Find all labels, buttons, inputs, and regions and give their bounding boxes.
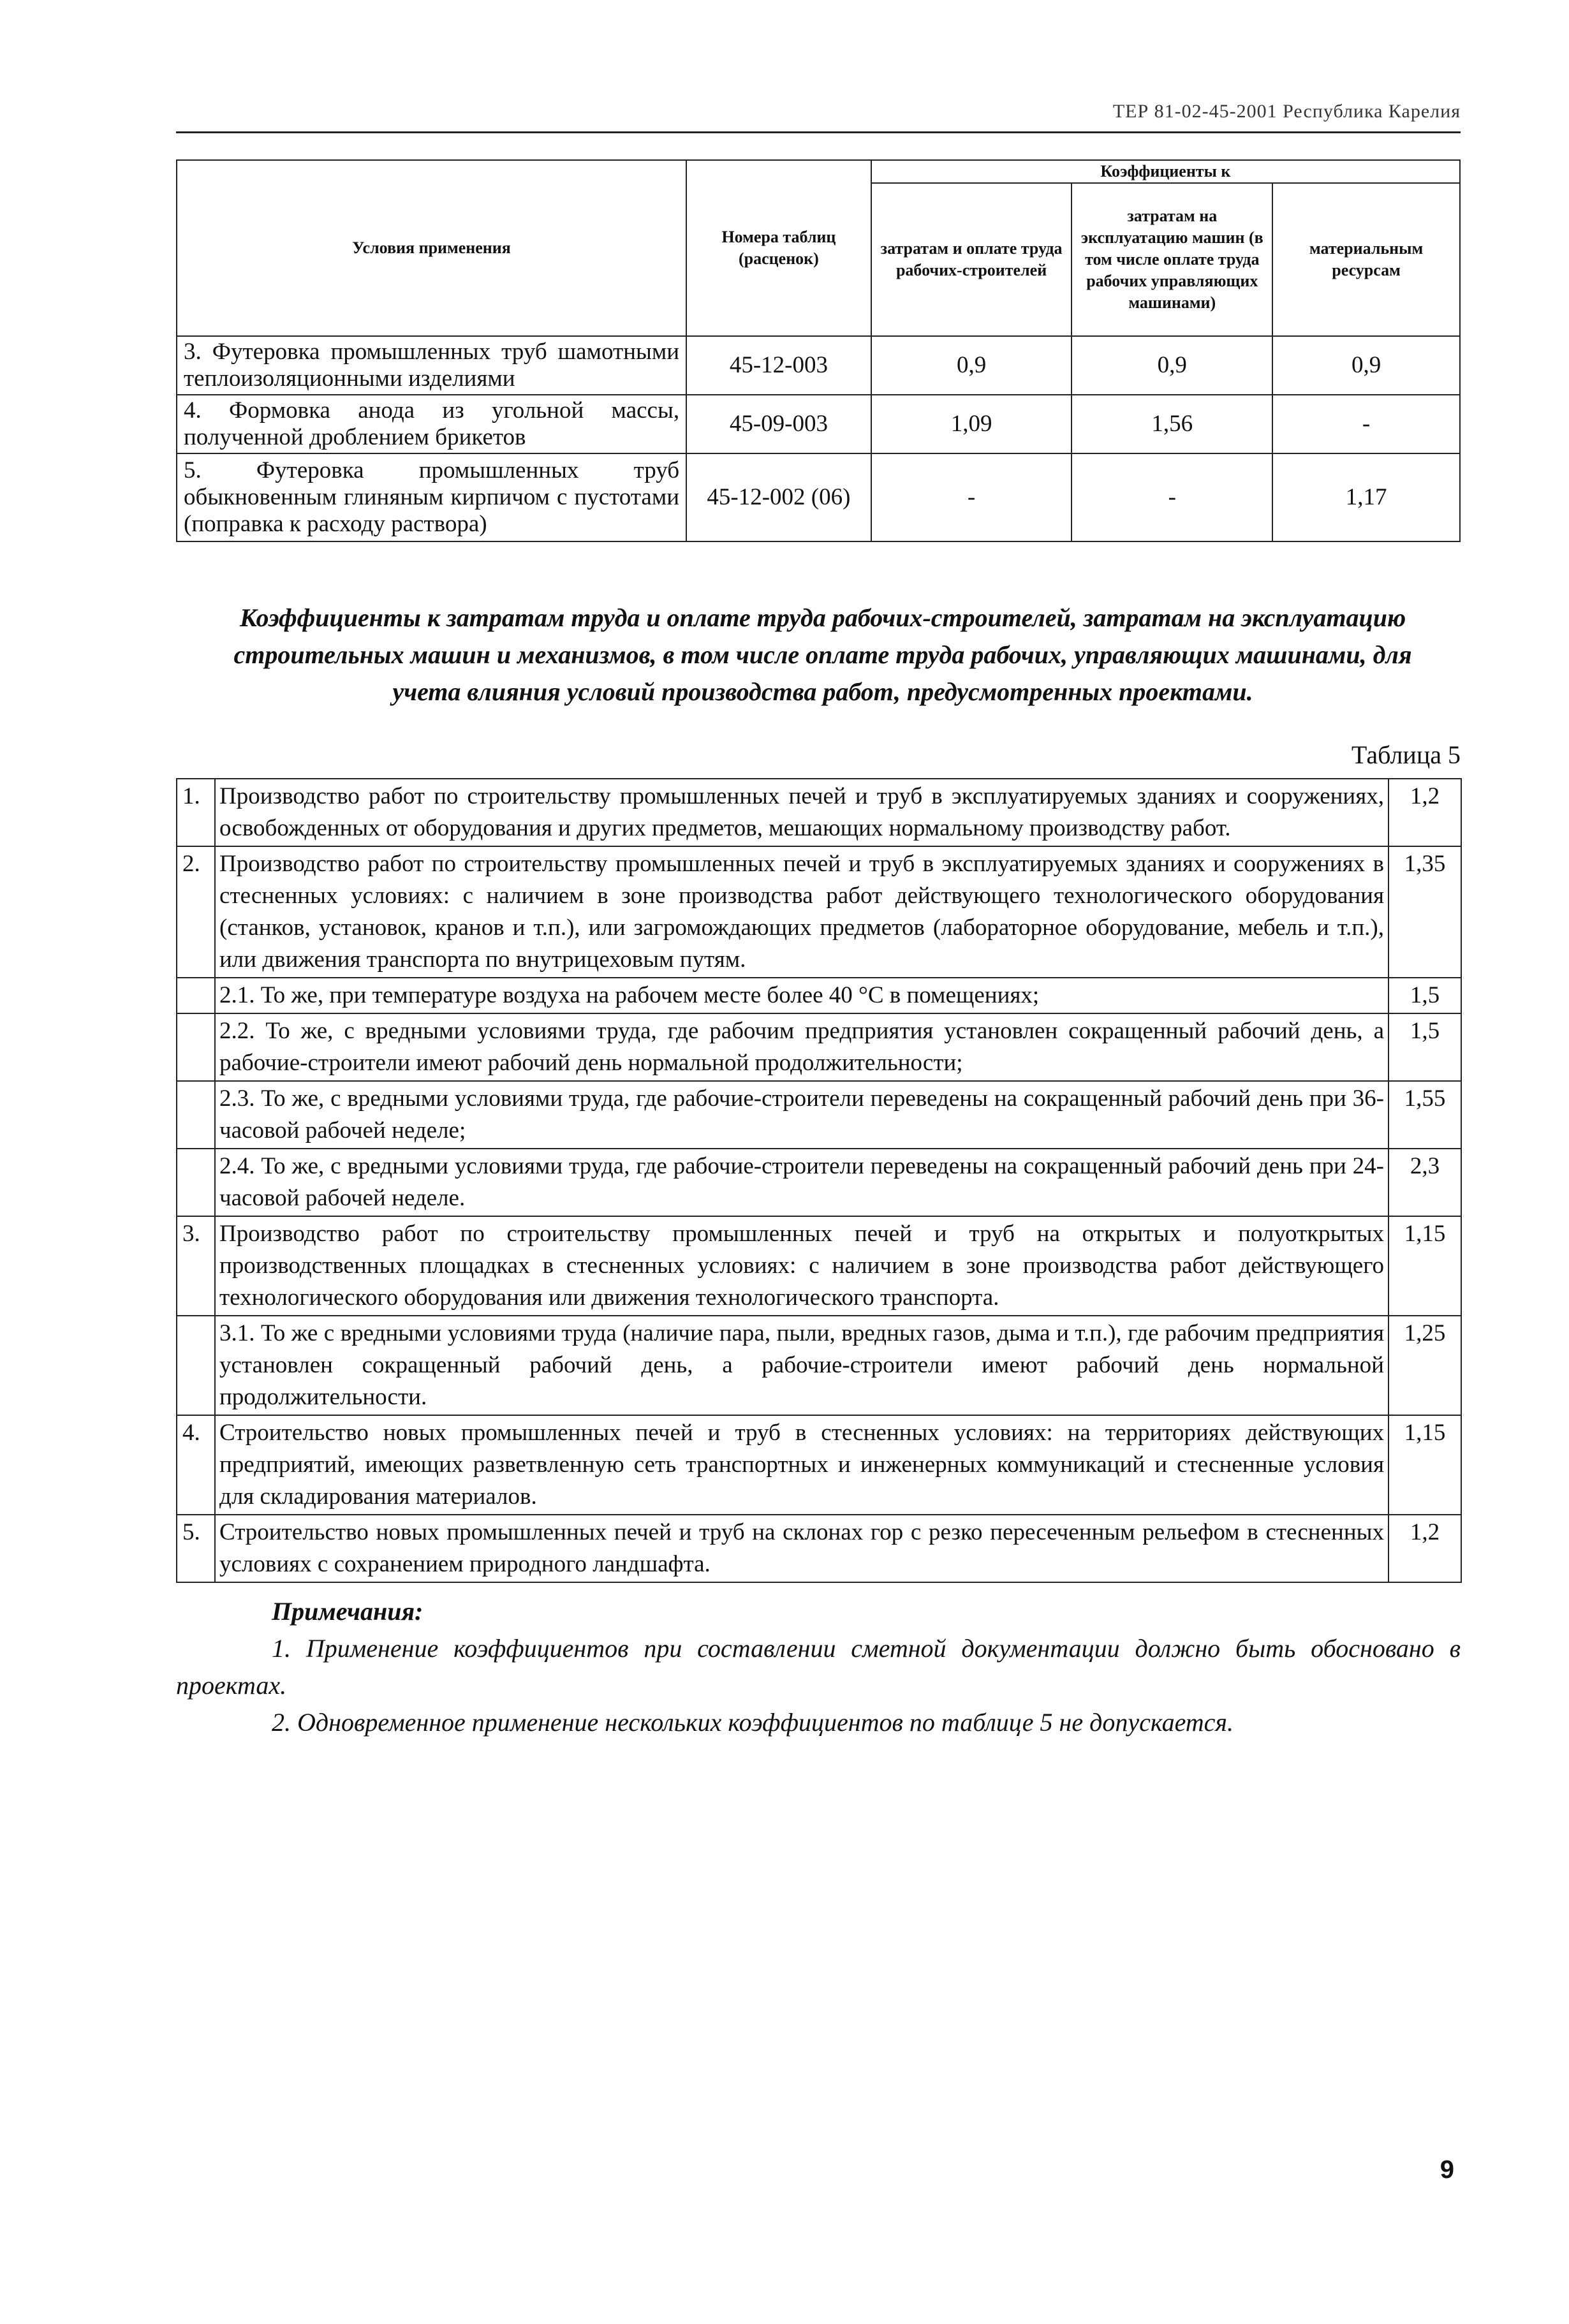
labor-coefficient-cell: 0,9	[871, 336, 1072, 395]
col-table-numbers-header: Номера таблиц (расценок)	[686, 160, 871, 336]
row-description: Строительство новых промышленных печей и труб в стесненных условиях: на территориях действующих предприятий, имеющих разветвленную сеть транспортных и инженерных коммуникаций и стесненные условия для складирования материалов.	[215, 1415, 1389, 1515]
machines-coefficient-cell: 1,56	[1072, 395, 1272, 453]
condition-cell: 5. Футеровка промышленных труб обыкновенным глиняным кирпичом с пустотами (поправка к расходу раствора)	[177, 453, 686, 541]
table-row	[177, 1415, 1461, 1515]
row-coefficient: 1,2	[1389, 1515, 1461, 1582]
row-coefficient: 1,5	[1389, 1013, 1461, 1081]
notes-section	[176, 1593, 1461, 1741]
row-description: 2.1. То же, при температуре воздуха на рабочем месте более 40 °С в помещениях;	[215, 978, 1389, 1013]
table-row	[177, 453, 1460, 541]
labor-coefficient-cell: -	[871, 453, 1072, 541]
row-number	[177, 1149, 215, 1216]
row-coefficient: 1,25	[1389, 1316, 1461, 1415]
table-row	[177, 395, 1460, 453]
col-conditions-header: Условия применения	[177, 160, 686, 336]
row-number	[177, 1081, 215, 1149]
table-row	[177, 1013, 1461, 1081]
col-labor-header: затратам и оплате труда рабочих-строителей	[871, 183, 1072, 336]
note-item: 1. Применение коэффициентов при составлении сметной документации должно быть обосновано в проектах.	[176, 1634, 1461, 1700]
row-description: 3.1. То же с вредными условиями труда (наличие пара, пыли, вредных газов, дыма и т.п.), где рабочим предприятия установлен сокращенный рабочий день, а рабочие-строители имеют рабочий день нормальной продолжительности.	[215, 1316, 1389, 1415]
col-materials-header: материальным ресурсам	[1272, 183, 1460, 336]
running-header: ТЕР 81-02-45-2001 Республика Карелия	[1112, 101, 1461, 122]
coefficients-group-header: Коэффициенты к	[871, 160, 1460, 183]
row-description: Производство работ по строительству промышленных печей и труб в эксплуатируемых зданиях и сооружениях в стесненных условиях: с наличием в зоне производства работ действующего технологического оборудования (станков, установок, кранов и т.п.), или загромождающих предметов (лабораторное оборудование, мебель и т.п.), или движения транспорта по внутрицеховым путям.	[215, 846, 1389, 978]
labor-coefficient-cell: 1,09	[871, 395, 1072, 453]
materials-coefficient-cell: -	[1272, 395, 1460, 453]
condition-cell: 4. Формовка анода из угольной массы, полученной дроблением брикетов	[177, 395, 686, 453]
table-5	[176, 778, 1462, 1583]
materials-coefficient-cell: 0,9	[1272, 336, 1460, 395]
materials-coefficient-cell: 1,17	[1272, 453, 1460, 541]
row-number: 1.	[177, 779, 215, 846]
row-description: Производство работ по строительству промышленных печей и труб на открытых и полуоткрытых производственных площадках в стесненных условиях: с наличием в зоне производства работ действующего технологического оборудования или движения технологического транспорта.	[215, 1216, 1389, 1316]
row-coefficient: 1,15	[1389, 1415, 1461, 1515]
row-coefficient: 1,35	[1389, 846, 1461, 978]
table-number-cell: 45-12-003	[686, 336, 871, 395]
row-coefficient: 1,15	[1389, 1216, 1461, 1316]
machines-coefficient-cell: -	[1072, 453, 1272, 541]
machines-coefficient-cell: 0,9	[1072, 336, 1272, 395]
table-row	[177, 336, 1460, 395]
row-coefficient: 1,5	[1389, 978, 1461, 1013]
row-number	[177, 1316, 215, 1415]
table-row	[177, 846, 1461, 978]
row-description: Строительство новых промышленных печей и труб на склонах гор с резко пересеченным рельефом в стесненных условиях с сохранением природного ландшафта.	[215, 1515, 1389, 1582]
coefficients-table-top	[176, 159, 1461, 542]
row-description: 2.2. То же, с вредными условиями труда, где рабочим предприятия установлен сокращенный рабочий день, а рабочие-строители имеют рабочий день нормальной продолжительности;	[215, 1013, 1389, 1081]
table-label: Таблица 5	[1351, 740, 1461, 769]
table-row	[177, 978, 1461, 1013]
table-number-cell: 45-12-002 (06)	[686, 453, 871, 541]
table-row	[177, 1216, 1461, 1316]
table-row	[177, 1149, 1461, 1216]
row-description: Производство работ по строительству промышленных печей и труб в эксплуатируемых зданиях и сооружениях, освобожденных от оборудования и других предметов, мешающих нормальному производству работ.	[215, 779, 1389, 846]
row-number: 2.	[177, 846, 215, 978]
table-row	[177, 1081, 1461, 1149]
condition-cell: 3. Футеровка промышленных труб шамотными теплоизоляционными изделиями	[177, 336, 686, 395]
row-coefficient: 1,55	[1389, 1081, 1461, 1149]
page-number: 9	[1440, 2156, 1454, 2184]
section-title: Коэффициенты к затратам труда и оплате труда рабочих-строителей, затратам на эксплуатацию строительных машин и механизмов, в том числе оплате труда рабочих, управляющих машинами, для учета влияния условий производства работ, предусмотренных проектами.	[233, 603, 1412, 706]
row-number: 5.	[177, 1515, 215, 1582]
table-row	[177, 1316, 1461, 1415]
note-item: 2. Одновременное применение нескольких коэффициентов по таблице 5 не допускается.	[272, 1708, 1234, 1737]
row-number	[177, 978, 215, 1013]
row-description: 2.3. То же, с вредными условиями труда, где рабочие-строители переведены на сокращенный рабочий день при 36-часовой рабочей неделе;	[215, 1081, 1389, 1149]
table-row	[177, 779, 1461, 846]
row-number: 4.	[177, 1415, 215, 1515]
row-coefficient: 2,3	[1389, 1149, 1461, 1216]
row-number	[177, 1013, 215, 1081]
row-number: 3.	[177, 1216, 215, 1316]
table-row	[177, 1515, 1461, 1582]
notes-heading: Примечания:	[272, 1597, 424, 1626]
table-number-cell: 45-09-003	[686, 395, 871, 453]
header-rule	[176, 131, 1461, 133]
row-description: 2.4. То же, с вредными условиями труда, где рабочие-строители переведены на сокращенный рабочий день при 24-часовой рабочей неделе.	[215, 1149, 1389, 1216]
row-coefficient: 1,2	[1389, 779, 1461, 846]
col-machines-header: затратам на эксплуатацию машин (в том числе оплате труда рабочих управляющих машинами)	[1072, 183, 1272, 336]
